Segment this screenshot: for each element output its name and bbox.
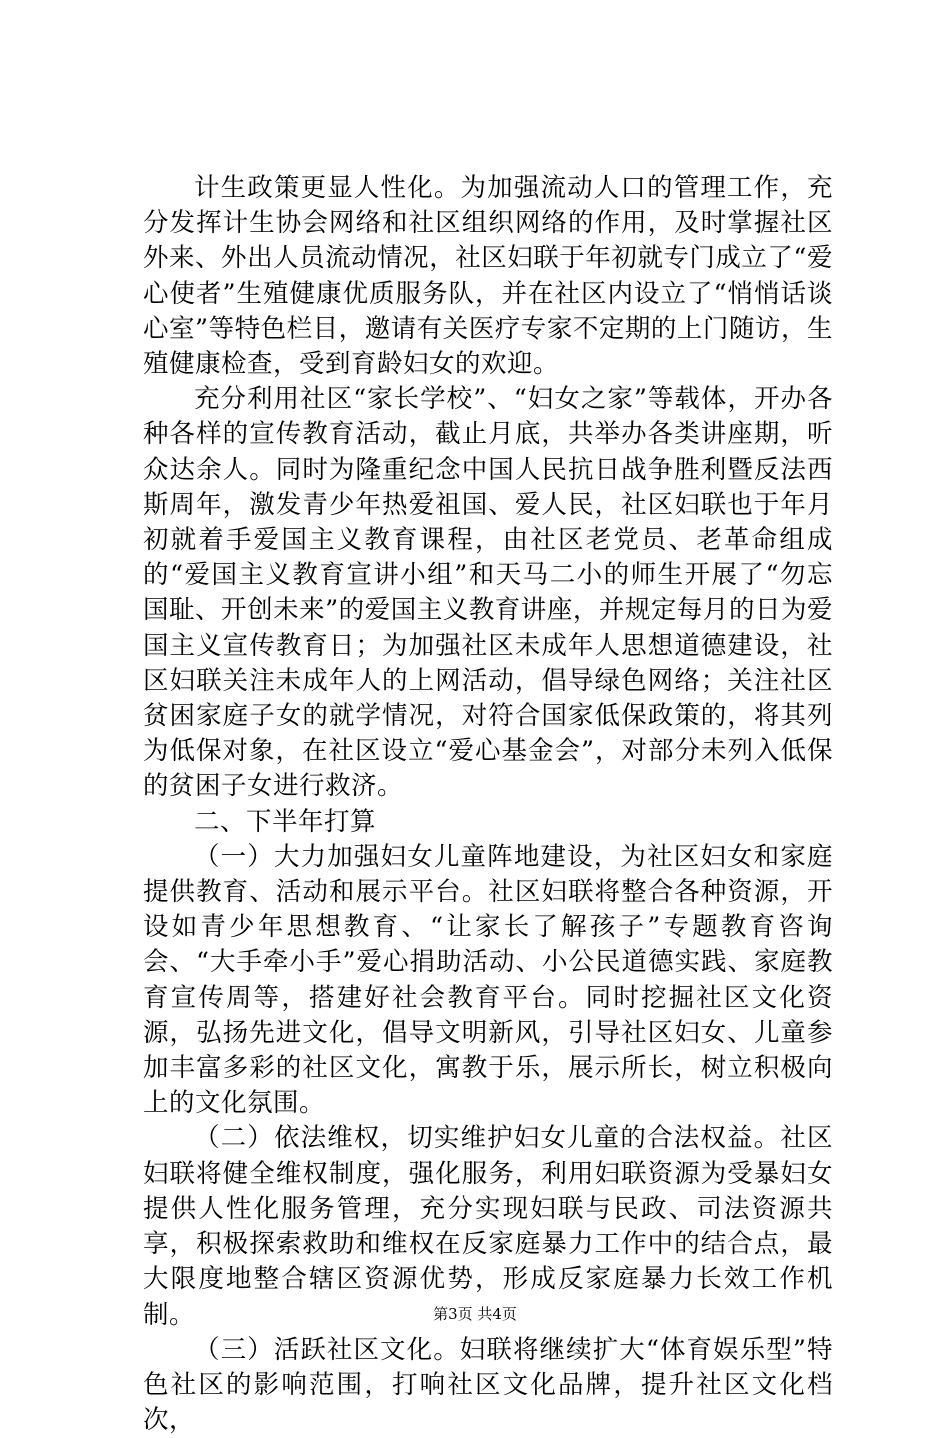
paragraph-education-activities: 充分利用社区“家长学校”、“妇女之家”等载体，开办各种各样的宣传教育活动，截止月底，共举办各类讲座期，听众达余人。同时为隆重纪念中国人民抗日战争胜利暨反法西斯周年，激发青少年热爱祖国、爱人民，社区妇联也于年月初就着手爱国主义教育课程，由社区老党员、老革命组成的“爱国主义教育宣讲小组”和天马二小的师生开展了“勿忘国耻、开创未来”的爱国主义教育讲座，并规定每月的日为爱国主义宣传教育日；为加强社区未成年人思想道德建设，社区妇联关注未成年人的上网活动，倡导绿色网络；关注社区贫困家庭子女的就学情况，对符合国家低保政策的，将其列为低保对象，在社区设立“爱心基金会”，对部分未列入低保的贫困子女进行救济。 <box>143 384 833 802</box>
page-number-footer: 第3页 共4页 <box>433 1305 517 1323</box>
paragraph-family-planning: 计生政策更显人性化。为加强流动人口的管理工作，充分发挥计生协会网络和社区组织网络的作用，及时掌握社区外来、外出人员流动情况，社区妇联于年初就专门成立了“爱心使者”生殖健康优质服务队，并在社区内设立了“悄悄话谈心室”等特色栏目，邀请有关医疗专家不定期的上门随访，生殖健康检查，受到育龄妇女的欢迎。 <box>143 173 833 380</box>
section-heading-next-half-plan: 二、下半年打算 <box>194 806 377 837</box>
paragraph-plan-item-2: （二）依法维权，切实维护妇女儿童的合法权益。社区妇联将健全维权制度，强化服务，利用妇联资源为受暴妇女提供人性化服务管理，充分实现妇联与民政、司法资源共享，积极探索救助和维权在反家庭暴力工作中的结合点，最大限度地整合辖区资源优势，形成反家庭暴力长效工作机制。 <box>143 1123 833 1330</box>
paragraph-plan-item-3: （三）活跃社区文化。妇联将继续扩大“体育娱乐型”特色社区的影响范围，打响社区文化品牌，提升社区文化档次， <box>143 1334 833 1436</box>
document-body <box>143 171 833 1438</box>
paragraph-plan-item-1: （一）大力加强妇女儿童阵地建设，为社区妇女和家庭提供教育、活动和展示平台。社区妇联将整合各种资源，开设如青少年思想教育、“让家长了解孩子”专题教育咨询会、“大手牵小手”爱心捐助活动、小公民道德实践、家庭教育宣传周等，搭建好社会教育平台。同时挖掘社区文化资源，弘扬先进文化，倡导文明新风，引导社区妇女、儿童参加丰富多彩的社区文化，寓教于乐，展示所长，树立积极向上的文化氛围。 <box>143 841 833 1119</box>
